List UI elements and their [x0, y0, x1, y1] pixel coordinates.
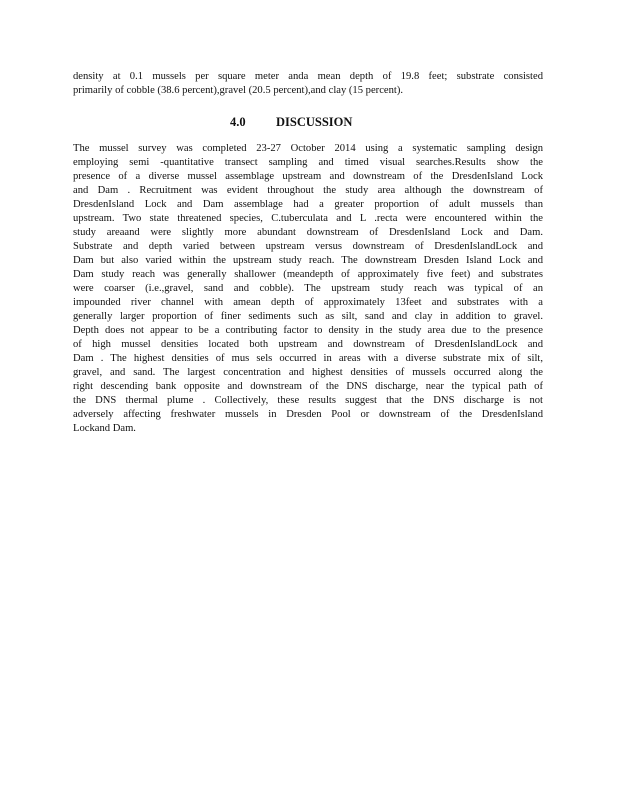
paragraph-line: the DNS thermal plume . Collectively, these results suggest that the DNS discharge is not: [73, 395, 543, 406]
paragraph-line: primarily of cobble (38.6 percent),gravel (20.5 percent),and clay (15 percent).: [73, 85, 404, 96]
paragraph-line: employing semi -quantitative transect sampling and timed visual searches.Results show the: [73, 157, 543, 168]
paragraph-line: impounded river channel with amean depth of approximately 13feet and substrates with a: [73, 297, 543, 308]
paragraph-line: presence of a diverse mussel assemblage upstream and downstream of the DresdenIsland Lock: [73, 171, 543, 182]
paragraph-line: Substrate and depth varied between upstream versus downstream of DresdenIslandLock and: [73, 241, 543, 252]
paragraph-line: The mussel survey was completed 23-27 October 2014 using a systematic sampling design: [73, 143, 543, 154]
paragraph-line: Dam . The highest densities of mus sels occurred in areas with a diverse substrate mix of silt,: [73, 353, 543, 364]
paragraph-line: of high mussel densities located both upstream and downstream of DresdenIslandLock and: [73, 339, 543, 350]
discussion-paragraph: [73, 142, 543, 436]
paragraph-line: were coarser (i.e.,gravel, sand and cobble). The upstream study reach was typical of an: [73, 283, 543, 294]
paragraph-line: Dam but also varied within the upstream study reach. The downstream Dresden Island Lock and: [73, 255, 543, 266]
paragraph-line: Depth does not appear to be a contributing factor to density in the study area due to the presence: [73, 325, 543, 336]
intro-paragraph: [73, 70, 543, 98]
paragraph-line: generally larger proportion of finer sediments such as silt, sand and clay in addition to gravel.: [73, 311, 543, 322]
paragraph-line: and Dam . Recruitment was evident throughout the study area although the downstream of: [73, 185, 543, 196]
section-number: 4.0: [230, 115, 246, 129]
paragraph-line: Dam study reach was generally shallower (meandepth of approximately five feet) and substrates: [73, 269, 543, 280]
paragraph-line: adversely affecting freshwater mussels in Dresden Pool or downstream of the DresdenIsland: [73, 409, 543, 420]
paragraph-line: upstream. Two state threatened species, C.tuberculata and L .recta were encountered within the: [73, 213, 543, 224]
paragraph-line: DresdenIsland Lock and Dam assemblage had a greater proportion of adult mussels than: [73, 199, 543, 210]
paragraph-line: study areaand were slightly more abundant downstream of DresdenIsland Lock and Dam.: [73, 227, 543, 238]
paragraph-line: gravel, and sand. The largest concentration and highest densities of mussels occurred along the: [73, 367, 543, 378]
paragraph-line: density at 0.1 mussels per square meter anda mean depth of 19.8 feet; substrate consisted: [73, 71, 543, 82]
paragraph-line: Lockand Dam.: [73, 423, 136, 434]
section-title: DISCUSSION: [276, 115, 353, 129]
paragraph-line: right descending bank opposite and downstream of the DNS discharge, near the typical path of: [73, 381, 543, 392]
